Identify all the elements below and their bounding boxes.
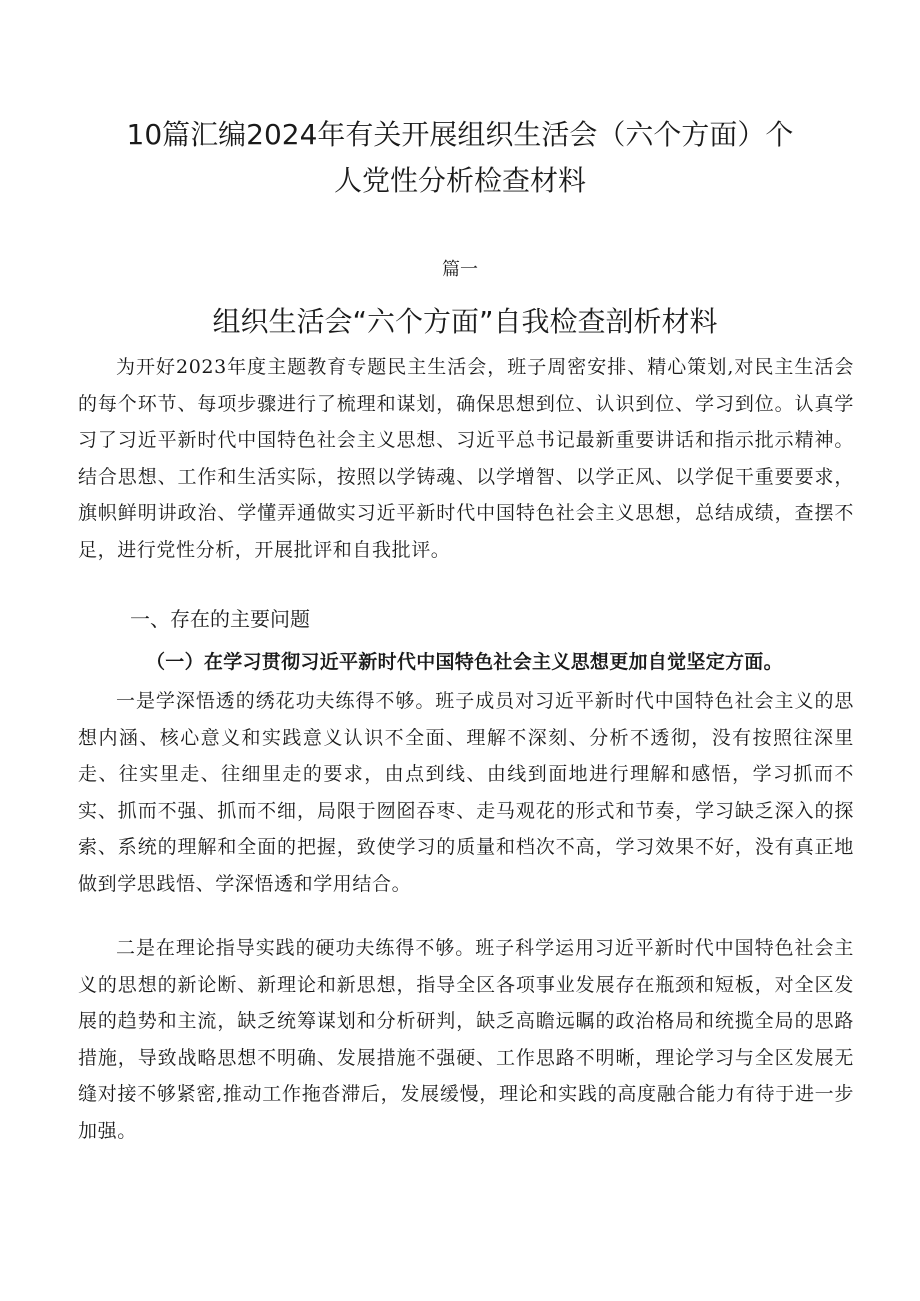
section-label: 篇一 (442, 259, 478, 280)
heading-subsection-1: （一）在学习贯彻习近平新时代中国特色社会主义思想更加自觉坚定方面。 (146, 651, 783, 673)
document-title (80, 112, 840, 204)
body-paragraph: 二是在理论指导实践的硬功夫练得不够。班子科学运用习近平新时代中国特色社会主义的思想的新论断、新理论和新思想，指导全区各项事业发展存在瓶颈和短板，对全区发展的趋势和主流，缺乏统筹谋划和分析研判，缺乏高瞻远瞩的政治格局和统揽全局的思路措施，导致战略思想不明确、发展措施不强硬、工作思路不明晰，理论学习与全区发展无缝对接不够紧密,推动工作拖沓滞后，发展缓慢，理论和实践的高度融合能力有待于进一步加强。 (78, 937, 854, 1142)
section-title: 组织生活会“六个方面”自我检查剖析材料 (212, 305, 718, 338)
intro-paragraph: 为开好2023年度主题教育专题民主生活会，班子周密安排、精心策划,对民主生活会的每个环节、每项步骤进行了梳理和谋划，确保思想到位、认识到位、学习到位。认真学习了习近平新时代中国特色社会主义思想、习近平总书记最新重要讲话和指示批示精神。结合思想、工作和生活实际，按照以学铸魂、以学增智、以学正风、以学促干重要要求，旗帜鲜明讲政治、学懂弄通做实习近平新时代中国特色社会主义思想，总结成绩，查摆不足，进行党性分析，开展批评和自我批评。 (78, 356, 854, 561)
heading-main-problems: 一、存在的主要问题 (130, 607, 310, 631)
document-title-line-1: 10篇汇编2024年有关开展组织生活会（六个方面）个 (126, 118, 794, 151)
document-title-line-2: 人党性分析检查材料 (333, 164, 586, 197)
body-paragraph: 一是学深悟透的绣花功夫练得不够。班子成员对习近平新时代中国特色社会主义的思想内涵、核心意义和实践意义认识不全面、理解不深刻、分析不透彻，没有按照往深里走、往实里走、往细里走的要求，由点到线、由线到面地进行理解和感悟，学习抓而不实、抓而不强、抓而不细，局限于囫囵吞枣、走马观花的形式和节奏，学习缺乏深入的探索、系统的理解和全面的把握，致使学习的质量和档次不高，学习效果不好，没有真正地做到学思践悟、学深悟透和学用结合。 (78, 690, 854, 895)
